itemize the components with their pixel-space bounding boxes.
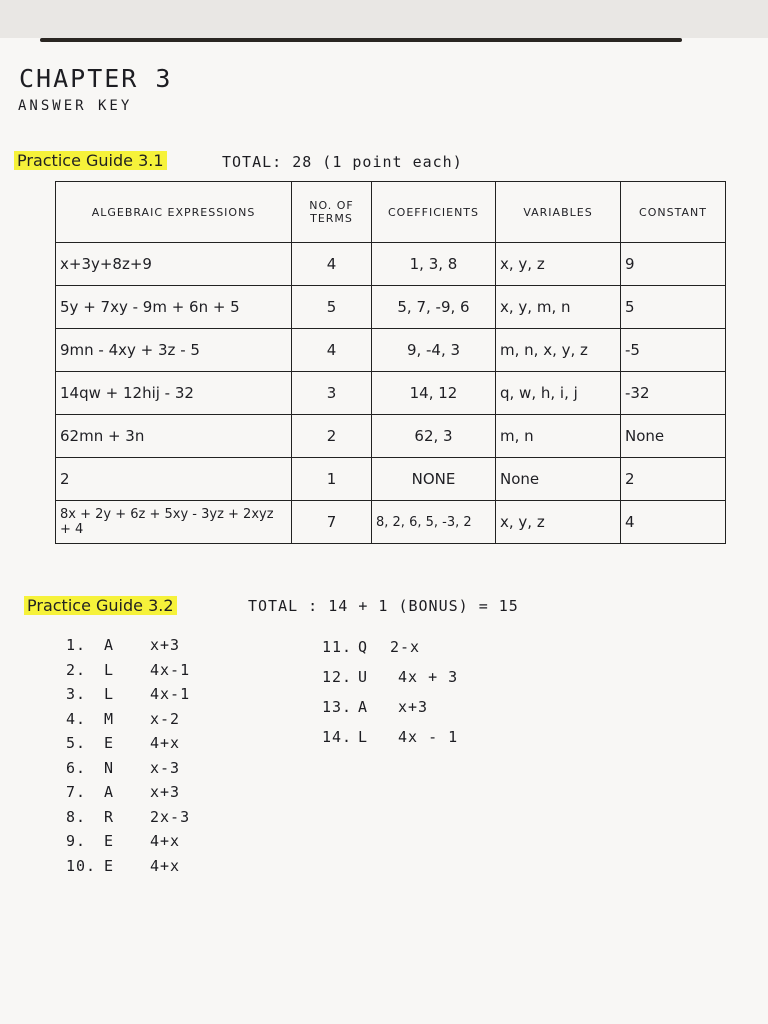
item-letter: U [358,668,369,686]
item-expression: 4+x [150,856,181,875]
header-constant: CONSTANT [621,182,726,243]
terms-cell: 2 [292,415,372,458]
expression-cell: 62mn + 3n [56,415,292,458]
item-number: 14. [322,728,353,746]
coefficients-cell: 8, 2, 6, 5, -3, 2 [372,501,496,544]
item-expression: 4x-1 [150,685,191,703]
variables-cell: x, y, z [496,243,621,286]
list-item [66,710,246,735]
constant-cell: 5 [621,286,726,329]
variables-cell: q, w, h, i, j [496,372,621,415]
item-number: 11. [322,638,353,656]
terms-cell: 4 [292,243,372,286]
coefficients-cell: 1, 3, 8 [372,243,496,286]
coefficients-cell: NONE [372,458,496,501]
item-letter: N [104,758,115,777]
answer-list-left [66,636,246,881]
item-letter: E [104,856,115,875]
expression-cell: 2 [56,458,292,501]
item-expression: 4+x [150,734,181,752]
list-item [66,661,246,686]
variables-cell: None [496,458,621,501]
terms-cell: 3 [292,372,372,415]
item-number: 2. [66,660,87,679]
guide2-label: Practice Guide 3.2 [24,596,177,615]
constant-cell: 2 [621,458,726,501]
item-letter: A [104,783,115,801]
page-subtitle: ANSWER KEY [18,98,133,114]
table-row [56,458,726,501]
answer-table [55,181,726,544]
terms-cell: 5 [292,286,372,329]
item-letter: E [104,832,115,850]
table-row [56,243,726,286]
list-item [66,808,246,833]
item-letter: L [104,685,115,703]
terms-cell: 1 [292,458,372,501]
table-row [56,501,726,544]
item-letter: A [358,698,369,716]
constant-cell: 9 [621,243,726,286]
list-item [66,832,246,857]
list-item [322,638,502,668]
coefficients-cell: 9, -4, 3 [372,329,496,372]
page-title: CHAPTER 3 [19,64,173,93]
list-item [66,685,246,710]
table-row [56,415,726,458]
table-header-row [56,182,726,243]
list-item [66,759,246,784]
variables-cell: m, n [496,415,621,458]
page-top-edge [40,38,682,42]
item-number: 10. [66,856,97,875]
item-number: 13. [322,698,353,716]
guide1-label: Practice Guide 3.1 [14,151,167,170]
list-item [322,698,502,728]
item-expression: 4x - 1 [398,728,459,746]
item-number: 4. [66,709,87,728]
item-letter: R [104,807,115,826]
item-expression: 4+x [150,832,181,850]
expression-cell: 9mn - 4xy + 3z - 5 [56,329,292,372]
item-number: 5. [66,734,87,752]
variables-cell: m, n, x, y, z [496,329,621,372]
answer-list-right [322,638,502,758]
item-expression: x-3 [150,758,181,777]
list-item [66,734,246,759]
item-expression: 4x-1 [150,660,191,679]
coefficients-cell: 62, 3 [372,415,496,458]
item-expression: 2x-3 [150,807,191,826]
expression-cell: 8x + 2y + 6z + 5xy - 3yz + 2xyz + 4 [56,501,292,544]
table-row [56,286,726,329]
header-coefficients: COEFFICIENTS [372,182,496,243]
item-number: 9. [66,832,87,850]
coefficients-cell: 14, 12 [372,372,496,415]
item-expression: x+3 [150,783,181,801]
guide2-total: TOTAL : 14 + 1 (BONUS) = 15 [248,597,519,615]
item-number: 8. [66,807,87,826]
expression-cell: 14qw + 12hij - 32 [56,372,292,415]
header-variables: VARIABLES [496,182,621,243]
coefficients-cell: 5, 7, -9, 6 [372,286,496,329]
constant-cell: -5 [621,329,726,372]
variables-cell: x, y, z [496,501,621,544]
constant-cell: None [621,415,726,458]
expression-cell: x+3y+8z+9 [56,243,292,286]
item-expression: x+3 [398,698,429,716]
item-number: 12. [322,668,353,686]
table-row [56,372,726,415]
table-row [56,329,726,372]
guide1-total: TOTAL: 28 (1 point each) [222,153,463,171]
header-expressions: ALGEBRAIC EXPRESSIONS [56,182,292,243]
item-expression: 4x + 3 [398,668,459,686]
constant-cell: 4 [621,501,726,544]
item-letter: A [104,636,115,654]
header-terms: NO. OF TERMS [292,182,372,243]
item-letter: L [358,728,369,746]
list-item [66,857,246,882]
item-expression: x+3 [150,636,181,654]
item-letter: Q [358,638,369,656]
list-item [322,728,502,758]
item-expression: 2-x [390,638,421,656]
item-number: 1. [66,636,87,654]
item-letter: L [104,660,115,679]
list-item [322,668,502,698]
expression-cell: 5y + 7xy - 9m + 6n + 5 [56,286,292,329]
item-letter: E [104,734,115,752]
variables-cell: x, y, m, n [496,286,621,329]
terms-cell: 7 [292,501,372,544]
item-number: 7. [66,783,87,801]
item-expression: x-2 [150,709,181,728]
terms-cell: 4 [292,329,372,372]
list-item [66,783,246,808]
item-letter: M [104,709,115,728]
item-number: 6. [66,758,87,777]
list-item [66,636,246,661]
item-number: 3. [66,685,87,703]
constant-cell: -32 [621,372,726,415]
